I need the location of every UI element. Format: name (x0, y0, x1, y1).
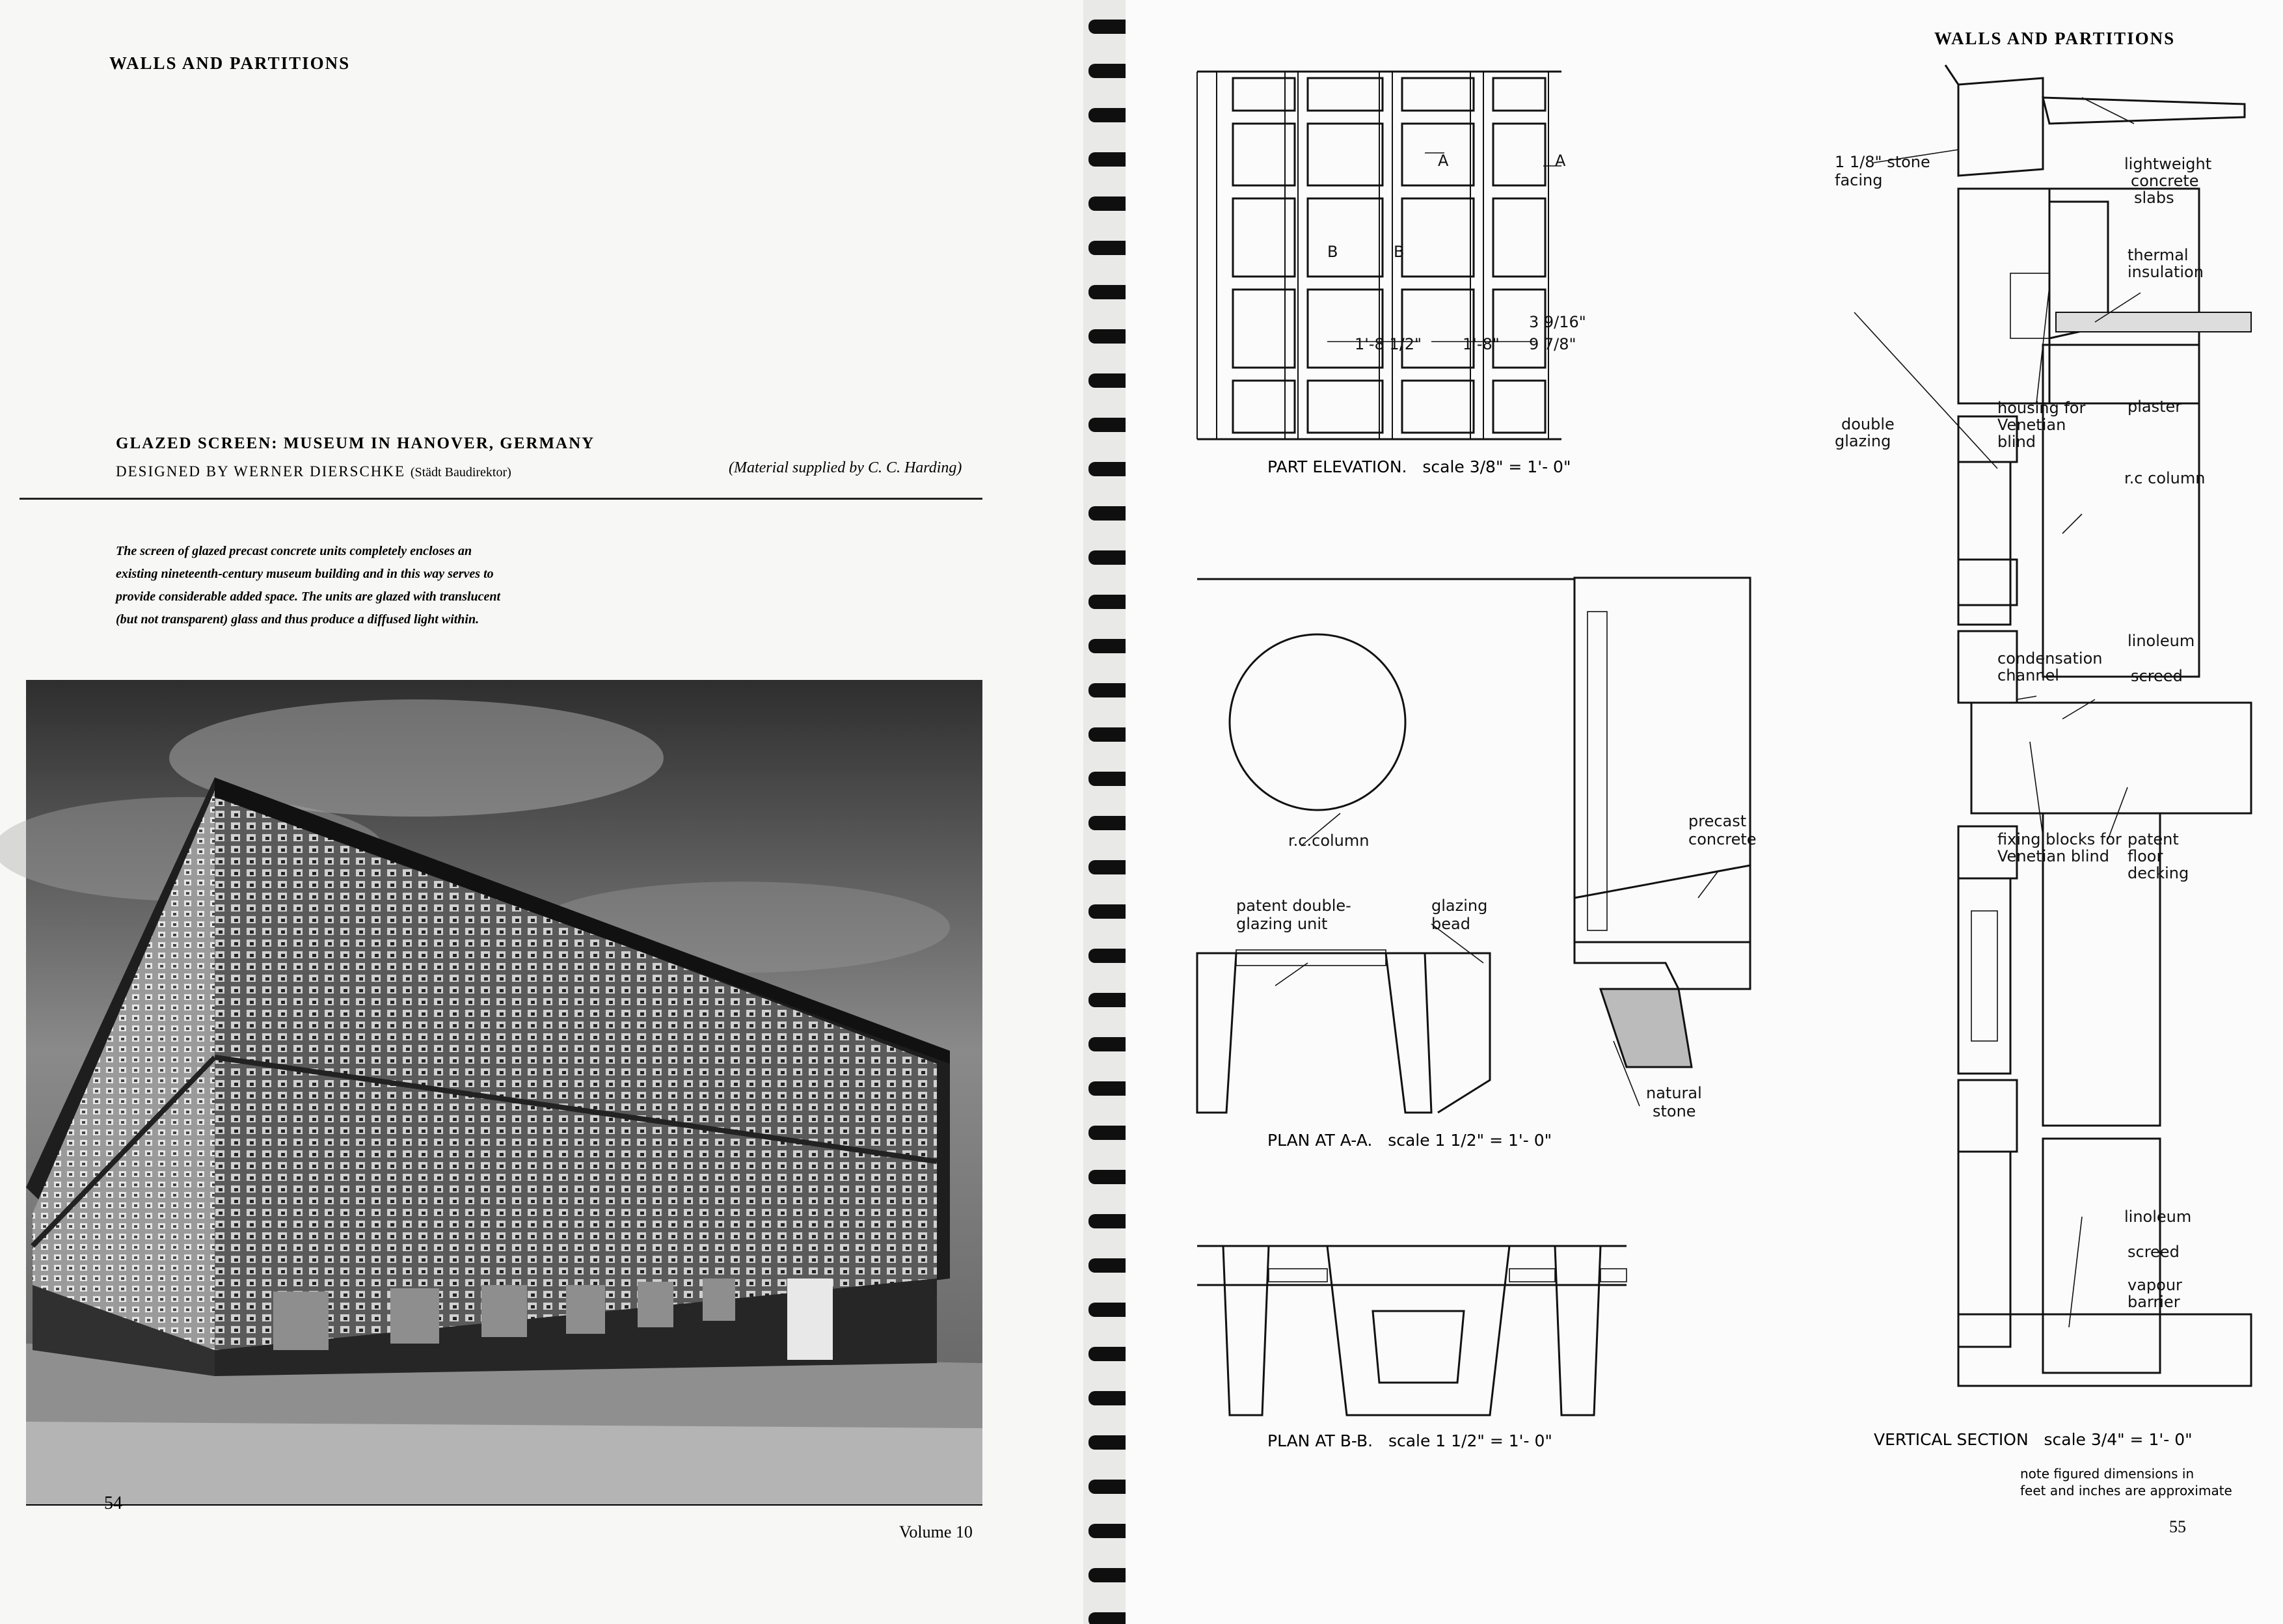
label-patent-double: patent double- (1236, 897, 1351, 915)
label-patent: patent (2128, 830, 2179, 848)
label-stone-facing-2: facing (1835, 171, 1883, 189)
label-bead: bead (1431, 915, 1470, 933)
label-condensation: condensation (1997, 649, 2103, 668)
running-head-left: WALLS AND PARTITIONS (109, 53, 351, 73)
label-venetian-blind: Venetian blind (1997, 847, 2109, 865)
plan-a-a-drawing (1197, 573, 1796, 1132)
label-double: double (1841, 415, 1895, 433)
note-line-2: feet and inches are approximate (2020, 1483, 2232, 1498)
dimension-3: 3 9/16" (1529, 313, 1586, 331)
left-page (0, 0, 1119, 1624)
elevation-panel (1402, 290, 1474, 368)
label-natural: natural (1646, 1084, 1702, 1102)
part-elevation-drawing (1197, 68, 1586, 446)
dimension-2: 1'-8" (1463, 335, 1500, 353)
photo-caption: The screen of glazed precast concrete units completely encloses an existing nineteenth-century museum building and in this way serves to provide considerable added space. The units are glazed with translucent (but not transparent) glass and thus produce a diffused light within. (116, 544, 501, 627)
vertical-section-title: VERTICAL SECTION (1874, 1430, 2029, 1449)
label-fixing-blocks: fixing blocks for (1997, 830, 2122, 848)
label-venetian: Venetian (1997, 416, 2066, 434)
label-screed-2: screed (2128, 1243, 2180, 1261)
right-page (1126, 0, 2283, 1624)
elevation-panel (1308, 381, 1383, 433)
label-blind: blind (1997, 433, 2036, 451)
section-marker-a-1: A (1438, 152, 1449, 170)
elevation-panel (1493, 381, 1545, 433)
label-concrete: concrete (1688, 830, 1757, 848)
plan-bb-scale: scale 1 1/2" = 1'- 0" (1388, 1431, 1552, 1450)
plan-bb-title-row (1267, 1431, 1552, 1450)
page-number-right: 55 (2169, 1517, 2186, 1536)
plan-b-b-drawing (1197, 1246, 1627, 1422)
label-channel: channel (1997, 666, 2059, 684)
heading-rule (20, 498, 982, 500)
elevation-panel (1308, 124, 1383, 185)
label-glazing-2: glazing (1835, 432, 1891, 450)
elevation-panel (1402, 78, 1474, 111)
material-credit: (Material supplied by C. C. Harding) (729, 459, 962, 476)
label-stone: stone (1653, 1102, 1696, 1120)
designer-note: (Städt Baudirektor) (410, 465, 511, 480)
label-screed-1: screed (2131, 667, 2183, 685)
page-number-left: 54 (104, 1493, 122, 1513)
elevation-panel (1493, 198, 1545, 277)
plan-aa-title-row (1267, 1131, 1552, 1150)
label-lightweight: lightweight (2124, 155, 2212, 173)
section-marker-b-1: B (1327, 243, 1338, 261)
label-thermal: thermal (2128, 246, 2189, 264)
elevation-panel (1402, 381, 1474, 433)
label-slabs: slabs (2134, 189, 2174, 207)
elevation-panel (1493, 124, 1545, 185)
label-floor: floor (2128, 847, 2163, 865)
approximate-dimensions-note (2020, 1465, 2232, 1499)
plan-bb-title: PLAN AT B-B. (1267, 1431, 1373, 1450)
designer-line (116, 463, 511, 480)
elevation-panel (1402, 198, 1474, 277)
dimension-1: 1'-8 1/2" (1355, 335, 1422, 353)
article-heading: GLAZED SCREEN: MUSEUM IN HANOVER, GERMANY (116, 435, 595, 452)
vertical-section-title-row (1874, 1430, 2193, 1449)
vertical-section-drawing (1770, 65, 2251, 1425)
section-marker-a-2: A (1555, 152, 1566, 170)
part-elevation-title: PART ELEVATION. (1267, 457, 1407, 476)
elevation-panel (1308, 198, 1383, 277)
label-housing-for: housing for (1997, 399, 2086, 417)
vertical-section-scale: scale 3/4" = 1'- 0" (2044, 1430, 2193, 1449)
part-elevation-title-row (1267, 457, 1571, 476)
label-linoleum-2: linoleum (2124, 1208, 2192, 1226)
label-vapour: vapour (2128, 1276, 2182, 1294)
volume-label: Volume 10 (899, 1522, 973, 1541)
designer-name: DESIGNED BY WERNER DIERSCHKE (116, 463, 406, 480)
plan-aa-scale: scale 1 1/2" = 1'- 0" (1388, 1131, 1552, 1150)
label-plaster: plaster (2128, 398, 2182, 416)
label-linoleum-1: linoleum (2128, 632, 2195, 650)
label-rc-column: r.c.column (1288, 832, 1370, 850)
dimension-4: 9 7/8" (1529, 335, 1576, 353)
section-marker-b-2: B (1394, 243, 1405, 261)
elevation-panel (1308, 290, 1383, 368)
label-concrete-2: concrete (2131, 172, 2199, 190)
note-line-1: note figured dimensions in (2020, 1466, 2195, 1482)
running-head-right: WALLS AND PARTITIONS (1934, 29, 2176, 48)
label-barrier: barrier (2128, 1293, 2180, 1311)
elevation-panel (1493, 78, 1545, 111)
part-elevation-scale: scale 3/8" = 1'- 0" (1422, 457, 1571, 476)
label-decking: decking (2128, 864, 2189, 882)
label-rc-column-2: r.c column (2124, 469, 2206, 487)
museum-photograph (26, 680, 982, 1505)
plan-aa-title: PLAN AT A-A. (1267, 1131, 1373, 1150)
label-glazing: glazing (1431, 897, 1488, 915)
label-stone-facing-1: 1 1/8" stone (1835, 153, 1930, 171)
rc-column-circle (1230, 634, 1405, 810)
label-precast: precast (1688, 812, 1747, 830)
elevation-panel (1308, 78, 1383, 111)
label-glazing-unit: glazing unit (1236, 915, 1328, 933)
label-insulation: insulation (2128, 263, 2204, 281)
